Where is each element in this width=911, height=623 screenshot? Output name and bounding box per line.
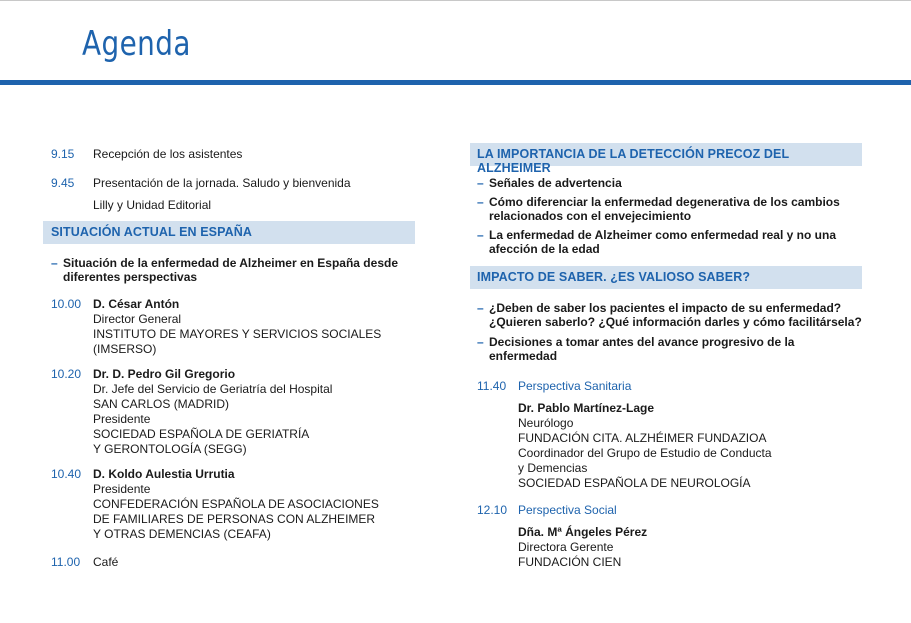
- speaker-detail: Presidente: [93, 412, 151, 426]
- speaker-detail: y Demencias: [518, 461, 588, 475]
- top-rule: [0, 0, 911, 1]
- agenda-time: 10.20: [51, 367, 82, 381]
- bullet-text: ¿Deben de saber los pacientes el impacto de su enfermedad? ¿Quieren saberlo? ¿Qué información darles y cómo facilitársela?: [489, 301, 862, 329]
- dash-icon: –: [477, 335, 484, 349]
- dash-icon: –: [477, 176, 484, 190]
- section-title: LA IMPORTANCIA DE LA DETECCIÓN PRECOZ DEL ALZHEIMER: [477, 147, 789, 175]
- agenda-text: Recepción de los asistentes: [93, 147, 243, 161]
- speaker-detail: Presidente: [93, 482, 151, 496]
- agenda-time: 12.10: [477, 503, 508, 517]
- dash-icon: –: [477, 301, 484, 315]
- speaker-detail: SOCIEDAD ESPAÑOLA DE NEUROLOGÍA: [518, 476, 751, 490]
- bullet-item: [470, 176, 862, 190]
- speaker-detail: DE FAMILIARES DE PERSONAS CON ALZHEIMER: [93, 512, 376, 526]
- session-title: Perspectiva Sanitaria: [518, 379, 632, 393]
- bullet-item: [470, 301, 862, 329]
- speaker-detail: INSTITUTO DE MAYORES Y SERVICIOS SOCIALES: [93, 327, 382, 341]
- speaker-detail: Directora Gerente: [518, 540, 614, 554]
- speaker-detail: Y OTRAS DEMENCIAS (CEAFA): [93, 527, 271, 541]
- speaker-detail: Y GERONTOLOGÍA (SEGG): [93, 442, 247, 456]
- speaker-name: Dña. Mª Ángeles Pérez: [518, 525, 648, 539]
- bullet-item: [470, 228, 862, 256]
- section-header: [470, 266, 862, 289]
- bullet-text: Situación de la enfermedad de Alzheimer en España desde diferentes perspectivas: [63, 256, 398, 284]
- bullet-text: Decisiones a tomar antes del avance progresivo de la enfermedad: [489, 335, 795, 363]
- dash-icon: –: [477, 195, 484, 209]
- bullet-text: La enfermedad de Alzheimer como enfermedad real y no una afección de la edad: [489, 228, 836, 256]
- speaker-detail: SAN CARLOS (MADRID): [93, 397, 230, 411]
- bullet-item: [43, 256, 415, 284]
- agenda-time: 11.00: [51, 555, 81, 569]
- page-title: Agenda: [82, 24, 191, 64]
- speaker-detail: FUNDACIÓN CIEN: [518, 555, 622, 569]
- agenda-text: Presentación de la jornada. Saludo y bienvenida: [93, 176, 351, 190]
- bullet-item: [470, 335, 862, 363]
- speaker-name: Dr. Pablo Martínez-Lage: [518, 401, 655, 415]
- bullet-item: [470, 195, 862, 223]
- speaker-name: D. Koldo Aulestia Urrutia: [93, 467, 235, 481]
- speaker-detail: Coordinador del Grupo de Estudio de Conducta: [518, 446, 772, 460]
- speaker-detail: (IMSERSO): [93, 342, 157, 356]
- speaker-name: D. César Antón: [93, 297, 180, 311]
- section-header: [43, 221, 415, 244]
- speaker-detail: Neurólogo: [518, 416, 574, 430]
- agenda-time: 10.40: [51, 467, 82, 481]
- bullet-text: Señales de advertencia: [489, 176, 622, 190]
- agenda-time: 11.40: [477, 379, 507, 393]
- speaker-name: Dr. D. Pedro Gil Gregorio: [93, 367, 236, 381]
- dash-icon: –: [477, 228, 484, 242]
- agenda-time: 9.45: [51, 176, 75, 190]
- session-title: Perspectiva Social: [518, 503, 617, 517]
- section-header: [470, 143, 862, 175]
- section-title: IMPACTO DE SABER. ¿ES VALIOSO SABER?: [477, 270, 751, 284]
- agenda-text: Café: [93, 555, 119, 569]
- bullet-text: Cómo diferenciar la enfermedad degenerativa de los cambios relacionados con el envejecimiento: [489, 195, 840, 223]
- agenda-time: 9.15: [51, 147, 75, 161]
- speaker-detail: CONFEDERACIÓN ESPAÑOLA DE ASOCIACIONES: [93, 497, 379, 511]
- speaker-detail: Dr. Jefe del Servicio de Geriatría del Hospital: [93, 382, 333, 396]
- speaker-detail: FUNDACIÓN CITA. ALZHÉIMER FUNDAZIOA: [518, 431, 767, 445]
- speaker-detail: Director General: [93, 312, 182, 326]
- agenda-text: Lilly y Unidad Editorial: [93, 198, 212, 212]
- agenda-time: 10.00: [51, 297, 82, 311]
- speaker-detail: SOCIEDAD ESPAÑOLA DE GERIATRÍA: [93, 427, 310, 441]
- dash-icon: –: [51, 256, 58, 270]
- section-title: SITUACIÓN ACTUAL EN ESPAÑA: [51, 225, 252, 239]
- title-bar: [0, 80, 911, 85]
